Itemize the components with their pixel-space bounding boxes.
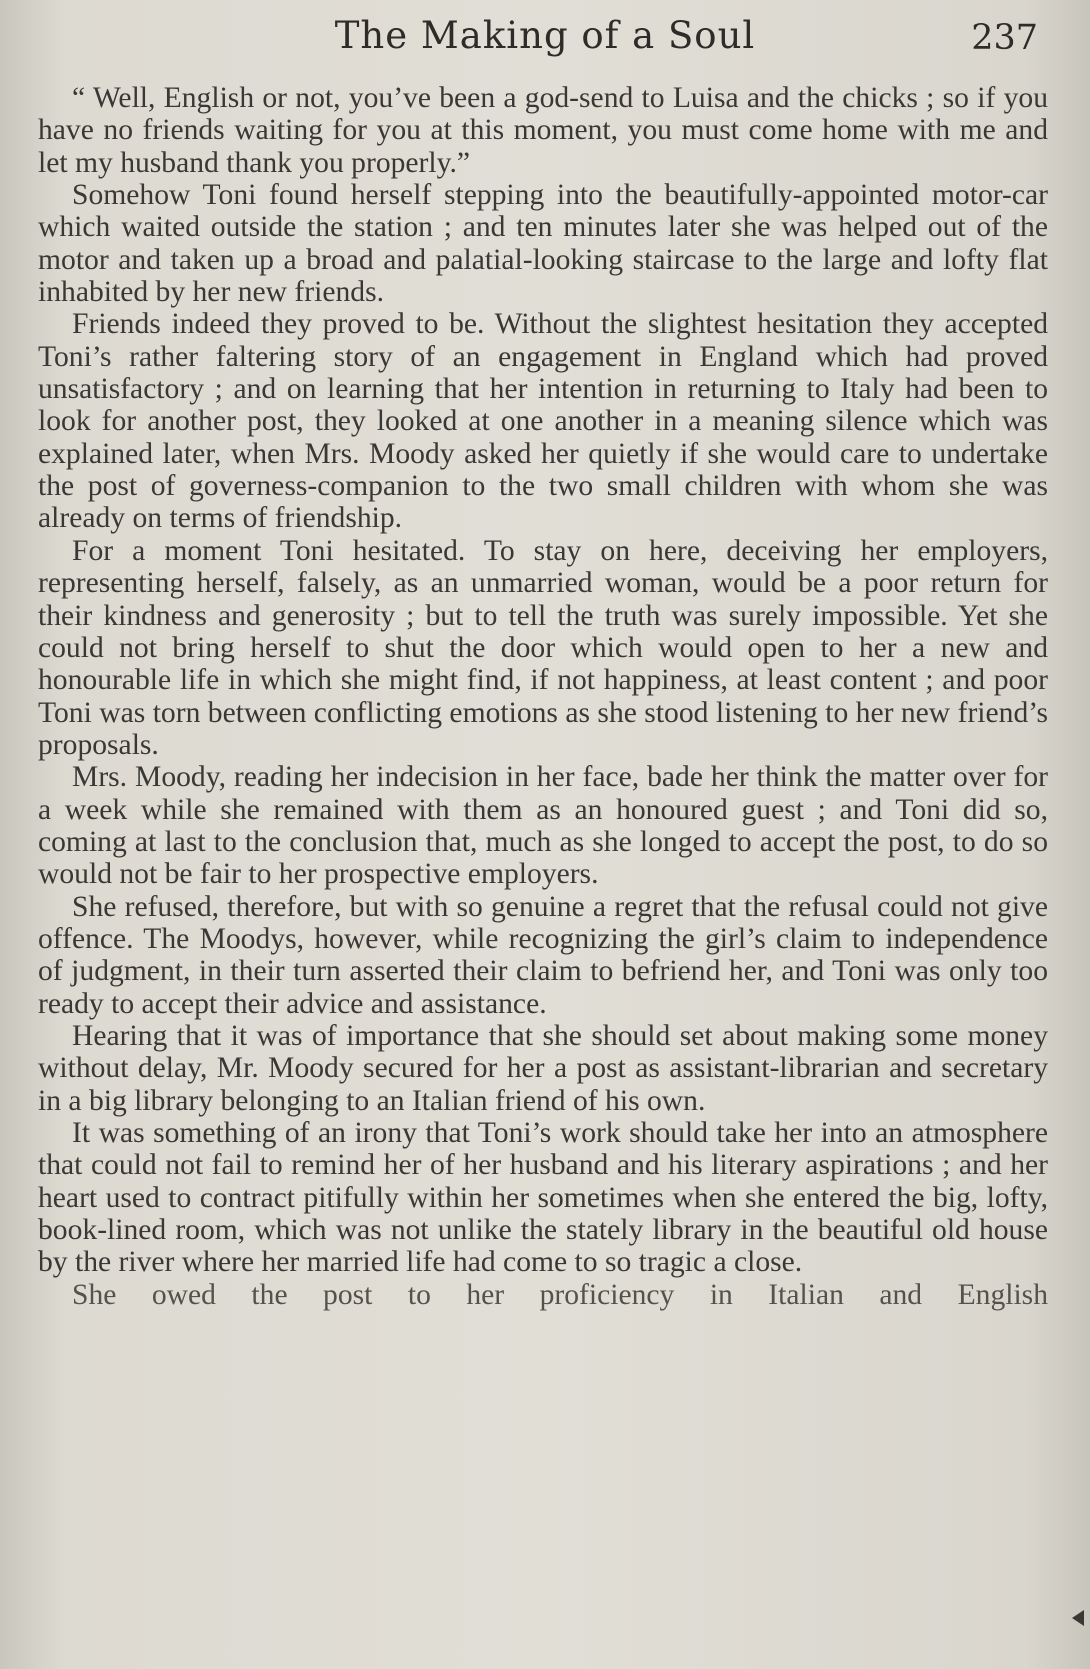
- paragraph: It was something of an irony that Toni’s work should take her into an atmosphere that could not fail to remind her of her husband and his literary aspirations ; and her heart used to contract pitifully within her sometimes when she entered the big, lofty, book-lined room, which was not unlike the stately library in the beautiful old house by the river where her married life had come to so tragic a close.: [38, 1117, 1048, 1279]
- paragraph: Mrs. Moody, reading her indecision in her face, bade her think the matter over for a week while she remained with them as an honoured guest ; and Toni did so, coming at last to the conclusion that, much as she longed to accept the post, to do so would not be fair to her prospective employers.: [38, 761, 1048, 891]
- paragraph: “ Well, English or not, you’ve been a god-send to Luisa and the chicks ; so if you have no friends waiting for you at this moment, you must come home with me and let my husband thank you properly.”: [38, 82, 1048, 179]
- running-title: The Making of a Soul: [334, 14, 756, 57]
- body-text: [38, 82, 1048, 1311]
- page-number: 237: [971, 18, 1038, 58]
- paragraph: Friends indeed they proved to be. Without the slightest hesitation they accepted Toni’s rather faltering story of an engagement in England which had proved unsatisfactory ; and on learning that her intention in returning to Italy had been to look for another post, they looked at one another in a meaning silence which was explained later, when Mrs. Moody asked her quietly if she would care to undertake the post of governess-companion to the two small children with whom she was already on terms of friendship.: [38, 308, 1048, 535]
- arrow-left-icon: [1072, 1610, 1084, 1626]
- paragraph: For a moment Toni hesitated. To stay on here, deceiving her employers, representing herself, falsely, as an unmarried woman, would be a poor return for their kindness and generosity ; but to tell the truth was surely impossible. Yet she could not bring herself to shut the door which would open to her a new and honourable life in which she might find, if not happiness, at least content ; and poor Toni was torn between conflicting emotions as she stood listening to her new friend’s proposals.: [38, 534, 1048, 761]
- paragraph: She refused, therefore, but with so genuine a regret that the refusal could not give offence. The Moodys, however, while recognizing the girl’s claim to independence of judgment, in their turn asserted their claim to befriend her, and Toni was only too ready to accept their advice and assistance.: [38, 890, 1048, 1020]
- paragraph: Hearing that it was of importance that she should set about making some money without delay, Mr. Moody secured for her a post as assistant-librarian and secretary in a big library belonging to an Italian friend of his own.: [38, 1019, 1048, 1117]
- paragraph: Somehow Toni found herself stepping into the beautifully-appointed motor-car which waited outside the station ; and ten minutes later she was helped out of the motor and taken up a broad and palatial-looking staircase to the large and lofty flat inhabited by her new friends.: [38, 179, 1048, 309]
- paragraph-continued: She owed the post to her proficiency in Italian and English: [72, 1278, 1048, 1311]
- page-header: [0, 14, 1090, 70]
